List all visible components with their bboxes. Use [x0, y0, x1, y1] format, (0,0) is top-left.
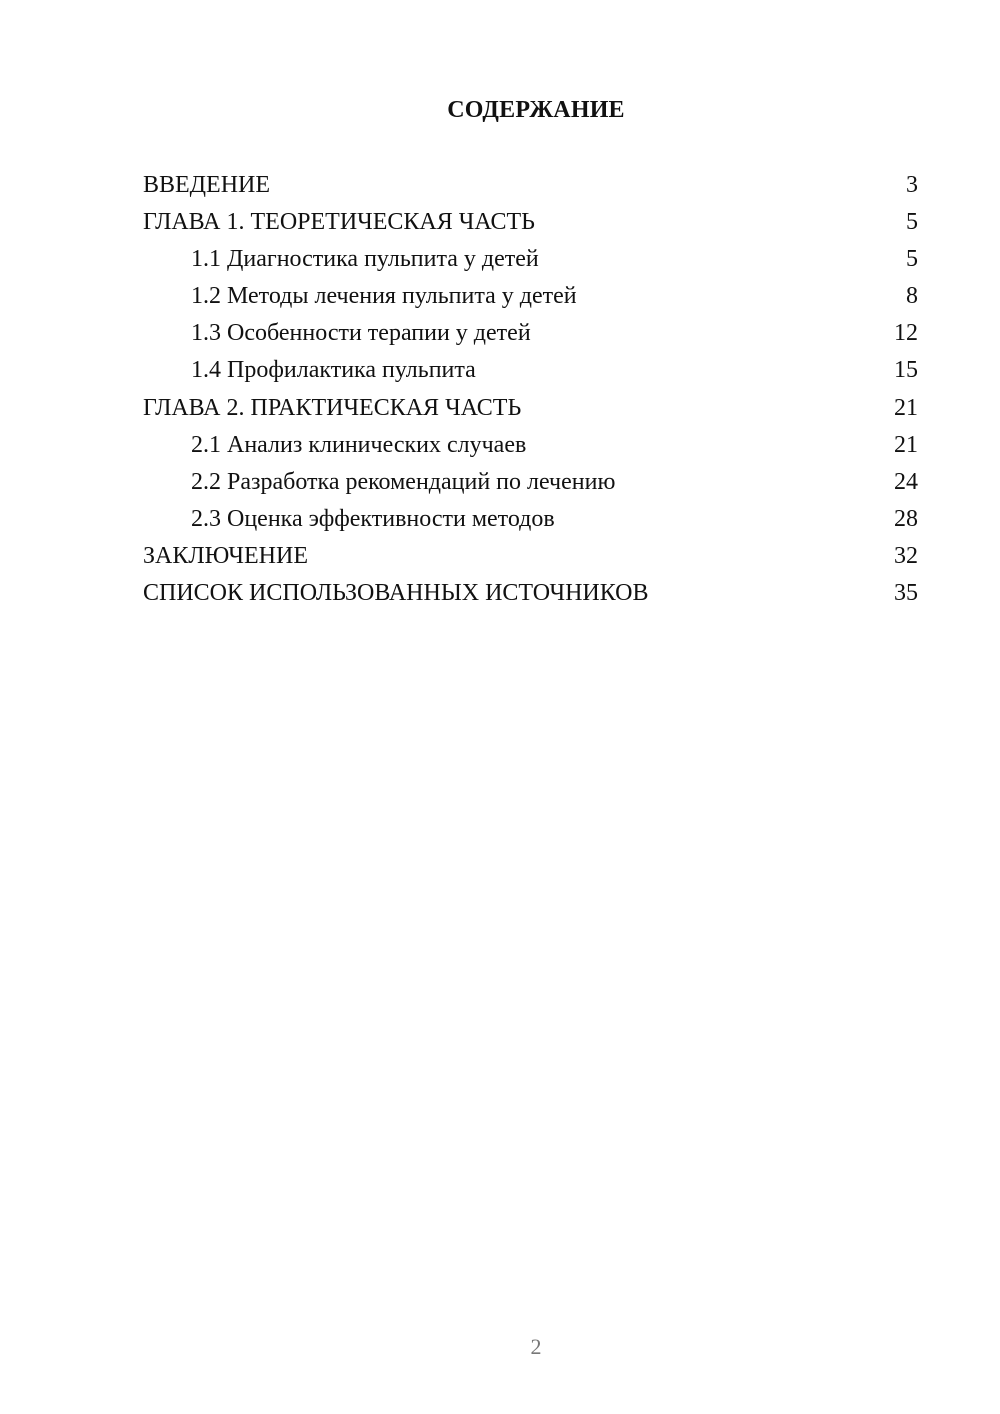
toc-entry-section-1-4	[143, 353, 918, 390]
toc-entry-page: 21	[894, 394, 918, 421]
toc-entry-page: 5	[906, 209, 918, 236]
toc-entry-section-2-2	[143, 465, 918, 502]
toc-entry-page: 21	[894, 431, 918, 458]
page-title: СОДЕРЖАНИЕ	[447, 97, 625, 123]
toc-entry-page: 32	[894, 542, 918, 569]
toc-entry-section-2-3	[143, 502, 918, 539]
toc-entry-label: ВВЕДЕНИЕ	[143, 172, 271, 198]
toc-entry-page: 35	[894, 580, 918, 607]
toc-entry-section-1-1	[143, 242, 918, 279]
page-number: 2	[530, 1334, 542, 1359]
toc-entry-conclusion	[143, 539, 918, 576]
toc-entry-label: 1.4 Профилактика пульпита	[191, 357, 476, 384]
toc-entry-label: 2.3 Оценка эффективности методов	[191, 505, 555, 532]
table-of-contents	[143, 168, 918, 613]
toc-entry-page: 12	[894, 320, 918, 347]
toc-entry-page: 28	[894, 505, 918, 532]
toc-entry-label: ЗАКЛЮЧЕНИЕ	[143, 542, 308, 569]
toc-entry-label: СПИСОК ИСПОЛЬЗОВАННЫХ ИСТОЧНИКОВ	[143, 580, 649, 607]
toc-entry-introduction	[143, 168, 918, 205]
toc-entry-label: 2.1 Анализ клинических случаев	[191, 431, 527, 458]
toc-entry-section-1-2	[143, 279, 918, 316]
toc-entry-references	[143, 576, 918, 613]
toc-entry-chapter-1	[143, 205, 918, 242]
toc-entry-page: 24	[894, 468, 918, 495]
toc-entry-section-2-1	[143, 428, 918, 465]
toc-entry-label: ГЛАВА 2. ПРАКТИЧЕСКАЯ ЧАСТЬ	[143, 394, 522, 421]
toc-entry-page: 3	[906, 172, 918, 198]
toc-entry-page: 5	[906, 246, 918, 273]
toc-entry-page: 8	[906, 283, 918, 310]
toc-entry-page: 15	[894, 357, 918, 384]
toc-entry-label: 1.2 Методы лечения пульпита у детей	[191, 283, 577, 310]
toc-entry-chapter-2	[143, 391, 918, 428]
toc-entry-section-1-3	[143, 316, 918, 353]
toc-entry-label: 1.3 Особенности терапии у детей	[191, 320, 531, 347]
toc-entry-label: 2.2 Разработка рекомендаций по лечению	[191, 468, 616, 495]
toc-entry-label: 1.1 Диагностика пульпита у детей	[191, 246, 539, 273]
toc-entry-label: ГЛАВА 1. ТЕОРЕТИЧЕСКАЯ ЧАСТЬ	[143, 209, 535, 236]
